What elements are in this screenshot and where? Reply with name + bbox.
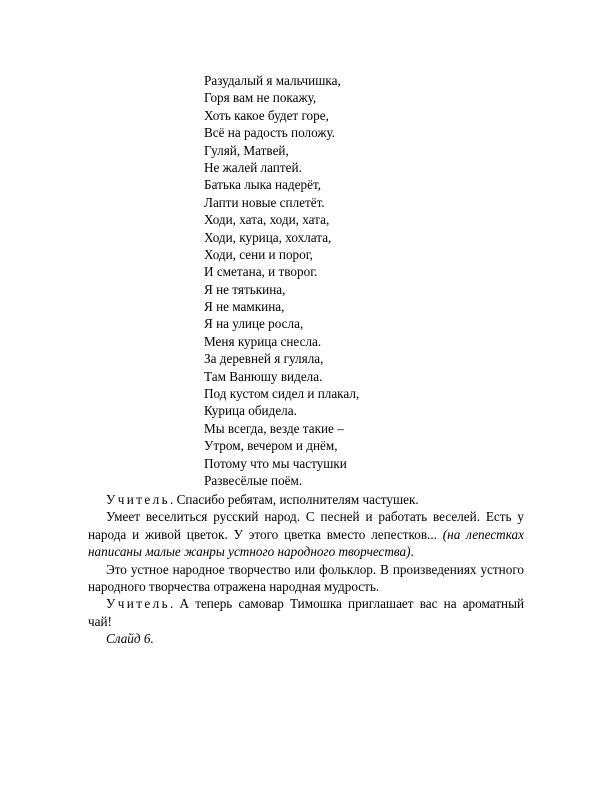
poem-line: Разудалый я мальчишка,: [204, 73, 341, 88]
prose-section: [88, 491, 524, 648]
poem-line: Хоть какое будет горе,: [204, 107, 329, 123]
poem-line: Не жалей лаптей.: [204, 159, 302, 175]
teacher-thanks-paragraph: [88, 491, 524, 508]
poem-line: Утром, вечером и днём,: [204, 438, 338, 454]
poem-line: Мы всегда, везде такие –: [204, 420, 344, 436]
poem-line: Потому что мы частушки: [204, 455, 347, 471]
poem-line: Лапти новые сплетёт.: [204, 194, 325, 210]
stage-note: (на лепестках написаны малые жанры устного народного творчества): [88, 526, 524, 560]
living-flower-paragraph: [88, 508, 524, 560]
poem-line: Ходи, хата, ходи, хата,: [204, 212, 330, 228]
poem-line: Я не тятькина,: [204, 281, 286, 297]
speaker-label: Учитель: [106, 492, 171, 507]
paragraph-text: Умеет веселиться русский народ. С песней и работать веселей. Есть у народа и живой цветок. У этого цветка вместо лепестков...: [88, 509, 524, 542]
poem-line: И сметана, и творог.: [204, 264, 318, 280]
samovar-paragraph: [88, 595, 524, 630]
poem-line: Ходи, курица, хохлата,: [204, 229, 332, 245]
paragraph-text: . Спасибо ребятам, исполнителям частушек.: [170, 492, 419, 507]
poem-line: Развесёлые поём.: [204, 472, 303, 488]
slide-label: Слайд 6.: [106, 631, 154, 647]
poem-line: Я на улице росла,: [204, 316, 304, 332]
poem-line: Меня курица снесла.: [204, 333, 322, 349]
poem-line: Там Ванюшу видела.: [204, 368, 323, 384]
poem-line: Под кустом сидел и плакал,: [204, 386, 360, 402]
folklore-paragraph: [88, 561, 524, 596]
poem-line: Горя вам не покажу,: [204, 90, 317, 106]
paragraph-text: Это устное народное творчество или фольклор. В произведениях устного народного творчества отражена народная мудрость.: [88, 561, 524, 595]
poem-line: Всё на радость положу.: [204, 125, 336, 141]
poem-line: Курица обидела.: [204, 403, 297, 419]
poem-line: За деревней я гуляла,: [204, 351, 324, 367]
paragraph-tail: .: [410, 544, 414, 560]
speaker-label: Учитель: [106, 596, 171, 612]
paragraph-text: . А теперь самовар Тимошка приглашает вас на ароматный чай!: [88, 596, 524, 629]
chastushki-poem: [204, 72, 424, 489]
poem-line: Я не мамкина,: [204, 299, 285, 315]
poem-line: Ходи, сени и порог,: [204, 246, 313, 262]
poem-line: Батька лыка надерёт,: [204, 177, 322, 193]
poem-line: Гуляй, Матвей,: [204, 142, 289, 158]
